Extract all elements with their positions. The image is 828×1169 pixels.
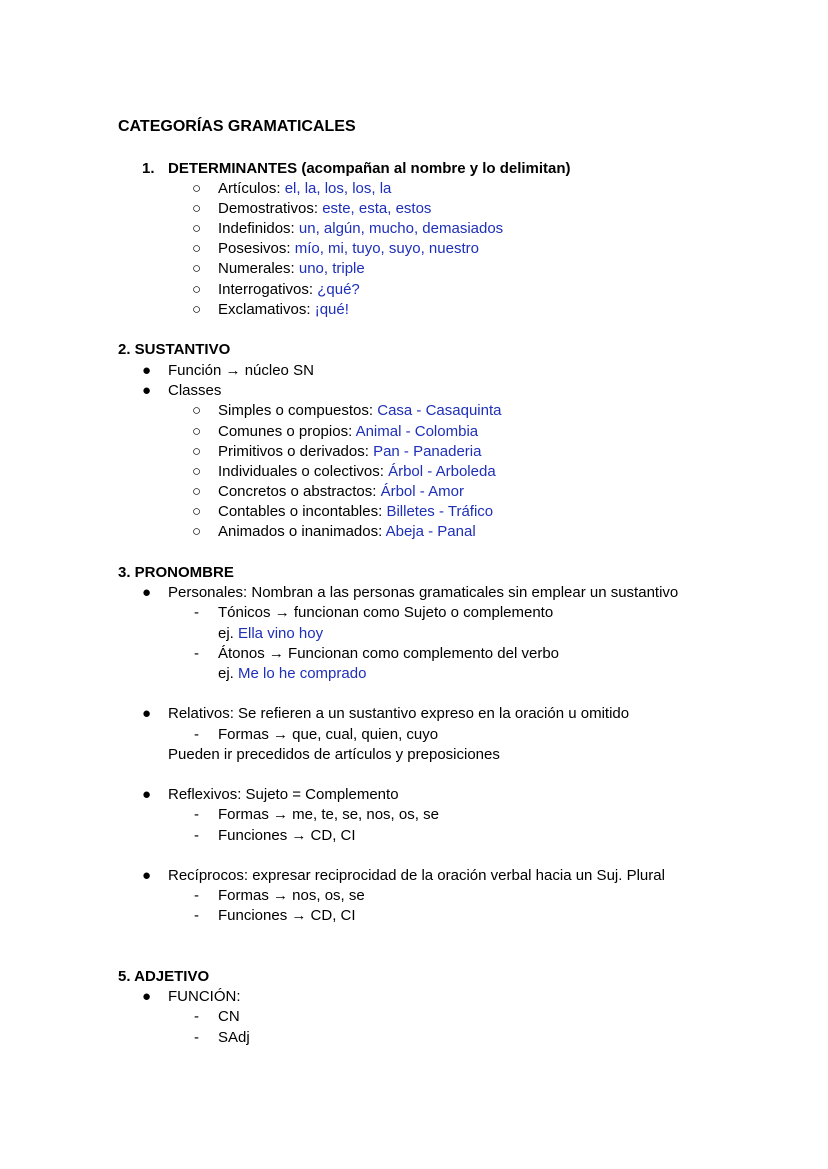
list-item: Recíprocos: expresar reciprocidad de la oración verbal hacia un Suj. Plural (168, 867, 665, 884)
list-item: Formas → nos, os, se (218, 887, 365, 904)
circle-bullet-icon: ○ (192, 200, 202, 217)
circle-bullet-icon: ○ (192, 523, 202, 540)
circle-bullet-icon: ○ (192, 260, 202, 277)
list-item: Numerales: uno, triple (218, 260, 365, 277)
list-item: Artículos: el, la, los, los, la (218, 180, 392, 197)
list-item: Formas → que, cual, quien, cuyo (218, 726, 439, 743)
list-item: Interrogativos: ¿qué? (218, 281, 360, 298)
list-item: Primitivos o derivados: Pan - Panaderia (218, 443, 482, 460)
note-line: Pueden ir precedidos de artículos y preposiciones (168, 746, 500, 763)
list-item: FUNCIÓN: (168, 988, 241, 1005)
circle-bullet-icon: ○ (192, 423, 202, 440)
example-line: ej. Me lo he comprado (218, 665, 367, 682)
list-item: Personales: Nombran a las personas gramaticales sin emplear un sustantivo (168, 584, 679, 601)
circle-bullet-icon: ○ (192, 301, 202, 318)
dash-icon: - (194, 1029, 199, 1046)
bullet-icon: ● (142, 786, 152, 803)
list-item: Formas → me, te, se, nos, os, se (218, 806, 439, 823)
list-item: CN (218, 1008, 240, 1025)
circle-bullet-icon: ○ (192, 503, 202, 520)
dash-icon: - (194, 604, 199, 621)
section-title-adjetivo: 5. ADJETIVO (118, 968, 210, 985)
circle-bullet-icon: ○ (192, 180, 202, 197)
section-title-pronombre: 3. PRONOMBRE (118, 564, 234, 581)
circle-bullet-icon: ○ (192, 281, 202, 298)
circle-bullet-icon: ○ (192, 463, 202, 480)
list-item: Animados o inanimados: Abeja - Panal (218, 523, 476, 540)
dash-icon: - (194, 645, 199, 662)
dash-icon: - (194, 726, 199, 743)
list-item: Posesivos: mío, mi, tuyo, suyo, nuestro (218, 240, 479, 257)
circle-bullet-icon: ○ (192, 220, 202, 237)
dash-icon: - (194, 806, 199, 823)
list-item: Classes (168, 382, 222, 399)
section-title-determinantes: DETERMINANTES (acompañan al nombre y lo delimitan) (168, 160, 571, 177)
circle-bullet-icon: ○ (192, 483, 202, 500)
list-item: Individuales o colectivos: Árbol - Arboleda (218, 463, 496, 480)
dash-icon: - (194, 827, 199, 844)
list-item: Comunes o propios: Animal - Colombia (218, 423, 479, 440)
bullet-icon: ● (142, 382, 152, 399)
bullet-icon: ● (142, 584, 152, 601)
circle-bullet-icon: ○ (192, 402, 202, 419)
list-item: Exclamativos: ¡qué! (218, 301, 349, 318)
list-item: Demostrativos: este, esta, estos (218, 200, 432, 217)
list-item: Relativos: Se refieren a un sustantivo expreso en la oración u omitido (168, 705, 630, 722)
list-item: Tónicos → funcionan como Sujeto o complemento (218, 604, 554, 621)
dash-icon: - (194, 1008, 199, 1025)
list-item: Concretos o abstractos: Árbol - Amor (218, 483, 464, 500)
list-item: SAdj (218, 1029, 250, 1046)
list-item: Reflexivos: Sujeto = Complemento (168, 786, 399, 803)
list-item: Contables o incontables: Billetes - Tráfico (218, 503, 494, 520)
list-item: Funciones → CD, CI (218, 827, 356, 844)
bullet-icon: ● (142, 362, 152, 379)
list-item: Simples o compuestos: Casa - Casaquinta (218, 402, 502, 419)
list-item: Función → núcleo SN (168, 362, 314, 379)
circle-bullet-icon: ○ (192, 443, 202, 460)
section-title-sustantivo: 2. SUSTANTIVO (118, 341, 231, 358)
bullet-icon: ● (142, 988, 152, 1005)
list-item: Indefinidos: un, algún, mucho, demasiados (218, 220, 504, 237)
list-number: 1. (142, 160, 155, 177)
dash-icon: - (194, 887, 199, 904)
example-line: ej. Ella vino hoy (218, 625, 324, 642)
bullet-icon: ● (142, 867, 152, 884)
page-title: CATEGORÍAS GRAMATICALES (118, 118, 356, 135)
dash-icon: - (194, 907, 199, 924)
list-item: Átonos → Funcionan como complemento del verbo (218, 645, 560, 662)
circle-bullet-icon: ○ (192, 240, 202, 257)
bullet-icon: ● (142, 705, 152, 722)
list-item: Funciones → CD, CI (218, 907, 356, 924)
